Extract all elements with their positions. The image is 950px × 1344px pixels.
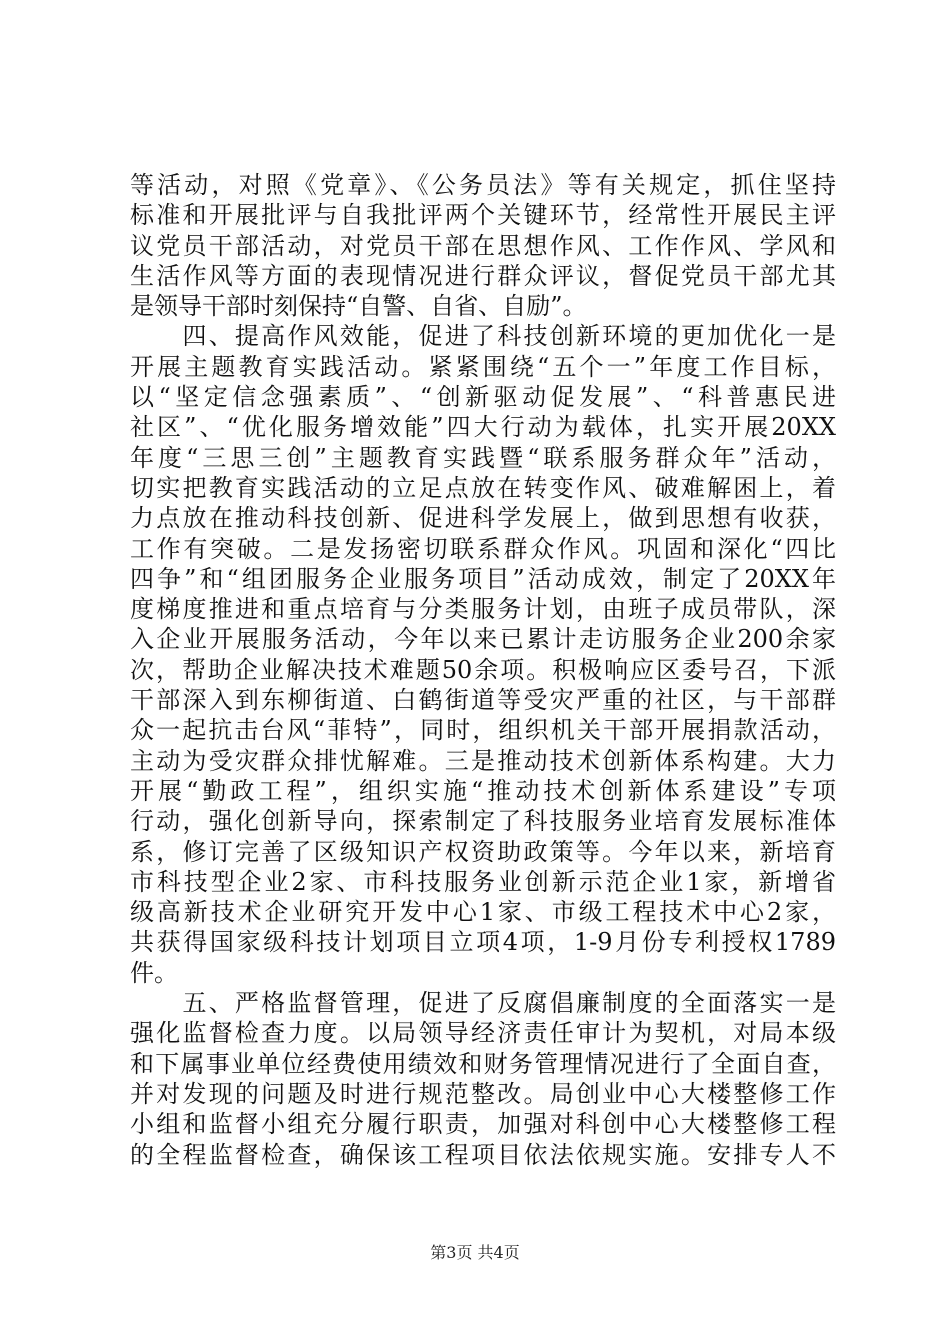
text-line-30: 和下属事业单位经费使用绩效和财务管理情况进行了全面自查， — [130, 1049, 836, 1078]
text-line-5: 是领导干部时刻保持“自警、自省、自励”。 — [130, 292, 587, 321]
text-line-33: 的全程监督检查，确保该工程项目依法依规实施。安排专人不 — [130, 1140, 836, 1169]
text-line-22: 行动，强化创新导向，探索制定了科技服务业培育发展标准体 — [130, 807, 836, 836]
text-line-8: 以“坚定信念强素质”、“创新驱动促发展”、“科普惠民进 — [130, 383, 836, 412]
text-line-29: 强化监督检查力度。以局领导经济责任审计为契机，对局本级 — [130, 1019, 836, 1048]
text-line-27: 件。 — [130, 958, 178, 987]
document-body — [130, 170, 836, 1170]
text-line-7: 开展主题教育实践活动。紧紧围绕“五个一”年度工作目标， — [130, 352, 836, 381]
text-line-21: 开展“勤政工程”，组织实施“推动技术创新体系建设”专项 — [130, 776, 836, 805]
text-line-15: 度梯度推进和重点培育与分类服务计划，由班子成员带队，深 — [130, 595, 836, 624]
text-line-13: 工作有突破。二是发扬密切联系群众作风。巩固和深化“四比 — [130, 534, 836, 563]
text-line-17: 次，帮助企业解决技术难题50余项。积极响应区委号召，下派 — [130, 655, 836, 684]
text-line-12: 力点放在推动科技创新、促进科学发展上，做到思想有收获， — [130, 504, 836, 533]
text-line-25: 级高新技术企业研究开发中心1家、市级工程技术中心2家， — [130, 898, 836, 927]
text-line-2: 标准和开展批评与自我批评两个关键环节，经常性开展民主评 — [130, 201, 836, 230]
text-line-16: 入企业开展服务活动，今年以来已累计走访服务企业200余家 — [130, 625, 836, 654]
text-line-1: 等活动，对照《党章》、《公务员法》等有关规定，抓住坚持 — [130, 171, 836, 199]
text-line-3: 议党员干部活动，对党员干部在思想作风、工作作风、学风和 — [130, 231, 836, 260]
page-number-indicator: 第3页 共4页 — [430, 1243, 520, 1262]
text-line-10: 年度“三思三创”主题教育实践暨“联系服务群众年”活动， — [130, 443, 836, 472]
text-line-32: 小组和监督小组充分履行职责，加强对科创中心大楼整修工程 — [130, 1110, 836, 1139]
text-line-24: 市科技型企业2家、市科技服务业创新示范企业1家，新增省 — [130, 867, 836, 896]
text-line-11: 切实把教育实践活动的立足点放在转变作风、破难解困上，着 — [130, 473, 836, 502]
text-line-26: 共获得国家级科技计划项目立项4项，1-9月份专利授权1789 — [130, 928, 836, 957]
text-line-31: 并对发现的问题及时进行规范整改。局创业中心大楼整修工作 — [130, 1079, 836, 1108]
text-line-23: 系，修订完善了区级知识产权资助政策等。今年以来，新培育 — [130, 837, 836, 866]
text-line-18: 干部深入到东柳街道、白鹤街道等受灾严重的社区，与干部群 — [130, 686, 836, 715]
page-footer — [0, 1243, 950, 1263]
text-line-9: 社区”、“优化服务增效能”四大行动为载体，扎实开展20XX — [130, 413, 836, 442]
text-line-4: 生活作风等方面的表现情况进行群众评议，督促党员干部尤其 — [130, 261, 836, 290]
text-line-28: 五、严格监督管理，促进了反腐倡廉制度的全面落实一是 — [130, 989, 836, 1018]
text-line-14: 四争”和“组团服务企业服务项目”活动成效，制定了20XX年 — [130, 564, 836, 593]
text-line-6: 四、提高作风效能，促进了科技创新环境的更加优化一是 — [130, 322, 836, 351]
text-line-19: 众一起抗击台风“菲特”，同时，组织机关干部开展捐款活动， — [130, 716, 836, 745]
text-line-20: 主动为受灾群众排忧解难。三是推动技术创新体系构建。大力 — [130, 746, 836, 775]
